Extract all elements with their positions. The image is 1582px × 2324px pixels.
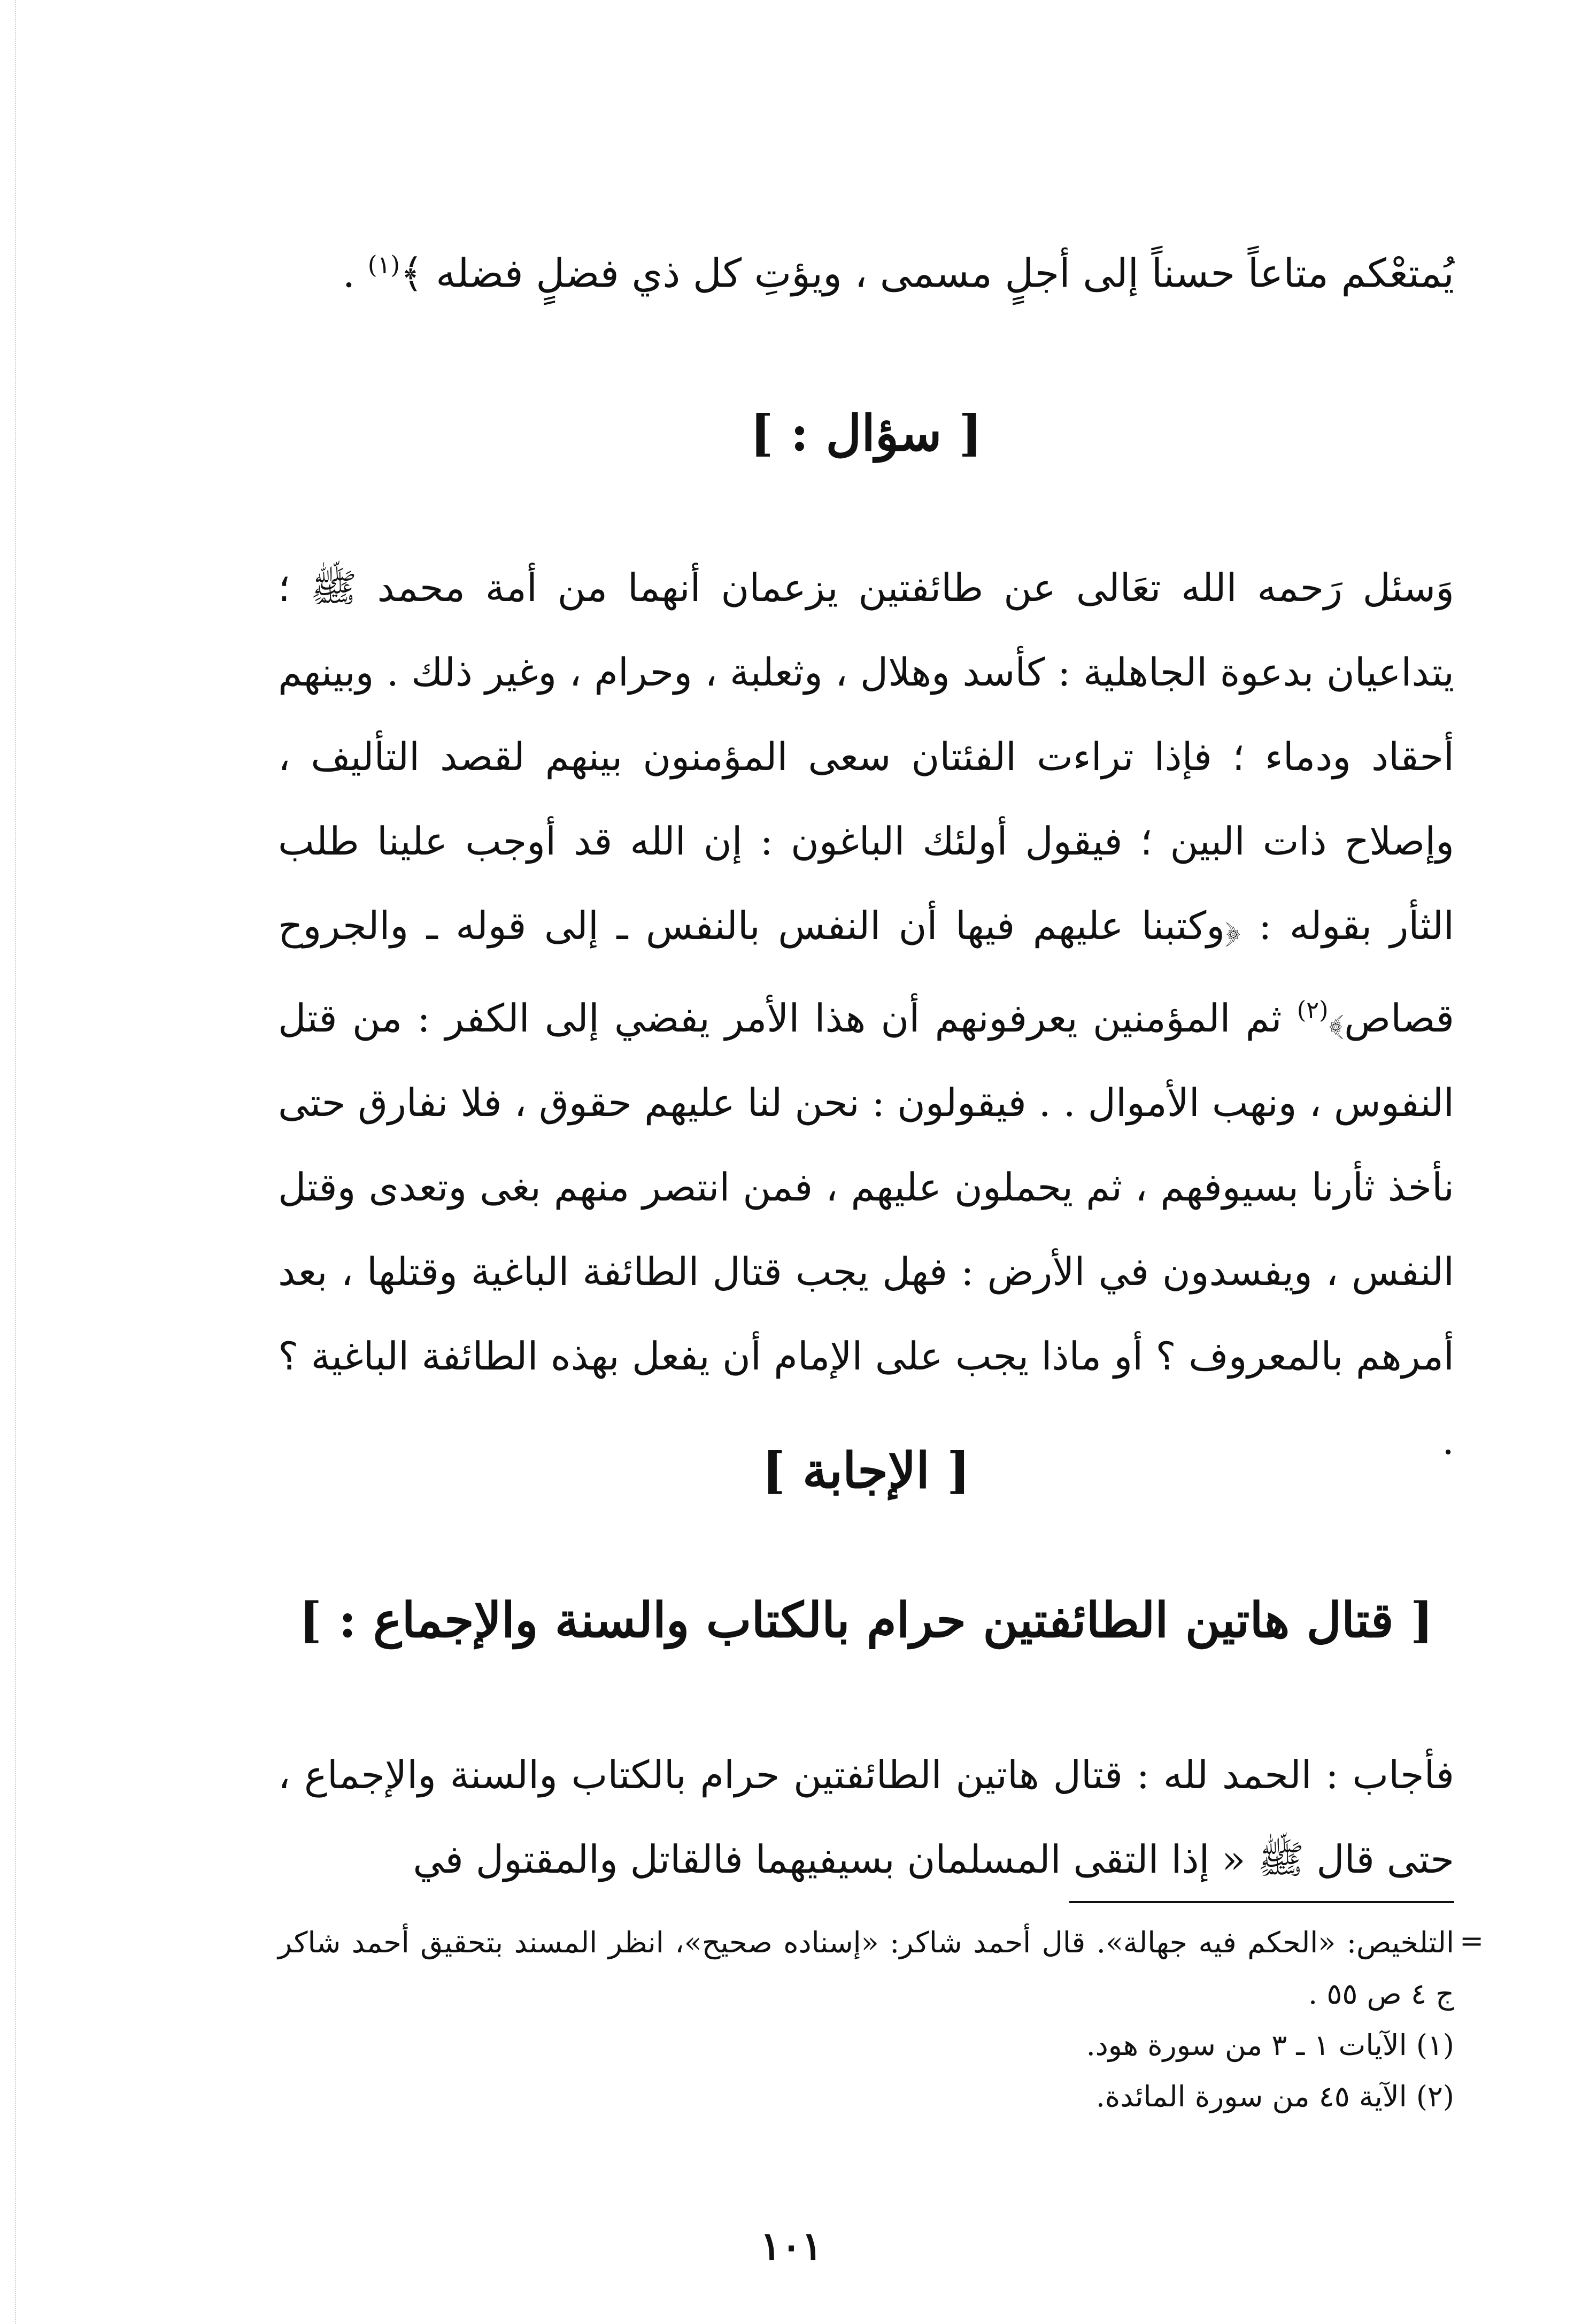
answer-paragraph: فأجاب : الحمد لله : قتال هاتين الطائفتين حرام بالكتاب والسنة والإجماع ، حتى قال ﷺ « إذا التقى المسلمان بسيفيهما فالقاتل والمقتول في	[278, 1752, 1454, 1882]
answer-subheading: [ قتال هاتين الطائفتين حرام بالكتاب والسنة والإجماع : ]	[299, 1592, 1433, 1649]
footnote-separator	[1069, 1901, 1454, 1903]
answer-body	[278, 1733, 1454, 1902]
question-body	[278, 545, 1454, 1483]
question-text-continued: ثم المؤمنين يعرفونهم أن هذا الأمر يفضي إلى الكفر : من قتل النفوس ، ونهب الأموال . . فيقولون : نحن لنا عليهم حقوق ، فلا نفارق حتى نأخذ ثأرنا بسيوفهم ، ثم يحملون عليهم ، فمن انتصر منهم بغى وتعدى وقتل النفس ، ويفسدون في الأرض : فهل يجب قتال الطائفة الباغية وقتلها ، بعد أمرهم بالمعروف ؟ أو ماذا يجب على الإمام أن يفعل بهذه الطائفة الباغية ؟ .	[278, 996, 1455, 1463]
question-heading: [ سؤال : ]	[750, 404, 983, 462]
verse-text: يُمتعْكم متاعاً حسناً إلى أجلٍ مسمى ، ويؤتِ كل ذي فضلٍ فضله ﴾	[400, 250, 1454, 297]
verse-continuation-line	[278, 230, 1454, 309]
footnote-1: (١) الآيات ١ ـ ٣ من سورة هود.	[1086, 2028, 1454, 2062]
page-number: ١٠١	[760, 2223, 822, 2268]
scan-edge	[0, 0, 16, 2324]
question-paragraph	[278, 545, 1454, 1483]
footnote-continuation: التلخيص: «الحكم فيه جهالة». قال أحمد شاكر: «إسناده صحيح»، انظر المسند بتحقيق أحمد شاكر ج ٤ ص ٥٥ .	[278, 1926, 1454, 2011]
answer-heading: [ الإجابة ]	[762, 1442, 970, 1499]
footnote-ref-2: (٢)	[1297, 996, 1329, 1024]
question-text: وَسئل رَحمه الله تعَالى عن طائفتين يزعمان أنهما من أمة محمد ﷺ ؛ يتداعيان بدعوة الجاهلية : كأسد وهلال ، وثعلبة ، وحرام ، وغير ذلك . وبينهم أحقاد ودماء ؛ فإذا تراءت الفئتان سعى المؤمنون بينهم لقصد التأليف ، وإصلاح ذات البين ؛ فيقول أولئك الباغون : إن الله قد أوجب علينا طلب الثأر بقوله : ﴿وكتبنا عليهم فيها أن النفس بالنفس ـ إلى قوله ـ والجروح قصاص﴾	[278, 565, 1454, 1041]
footnote-continuation-mark: =	[1460, 1924, 1484, 1958]
footnote-2: (٢) الآية ٤٥ من سورة المائدة.	[1095, 2080, 1454, 2113]
footnotes	[278, 1917, 1454, 2122]
verse-end-mark: .	[342, 250, 356, 297]
footnote-ref-1: (١)	[367, 250, 400, 279]
